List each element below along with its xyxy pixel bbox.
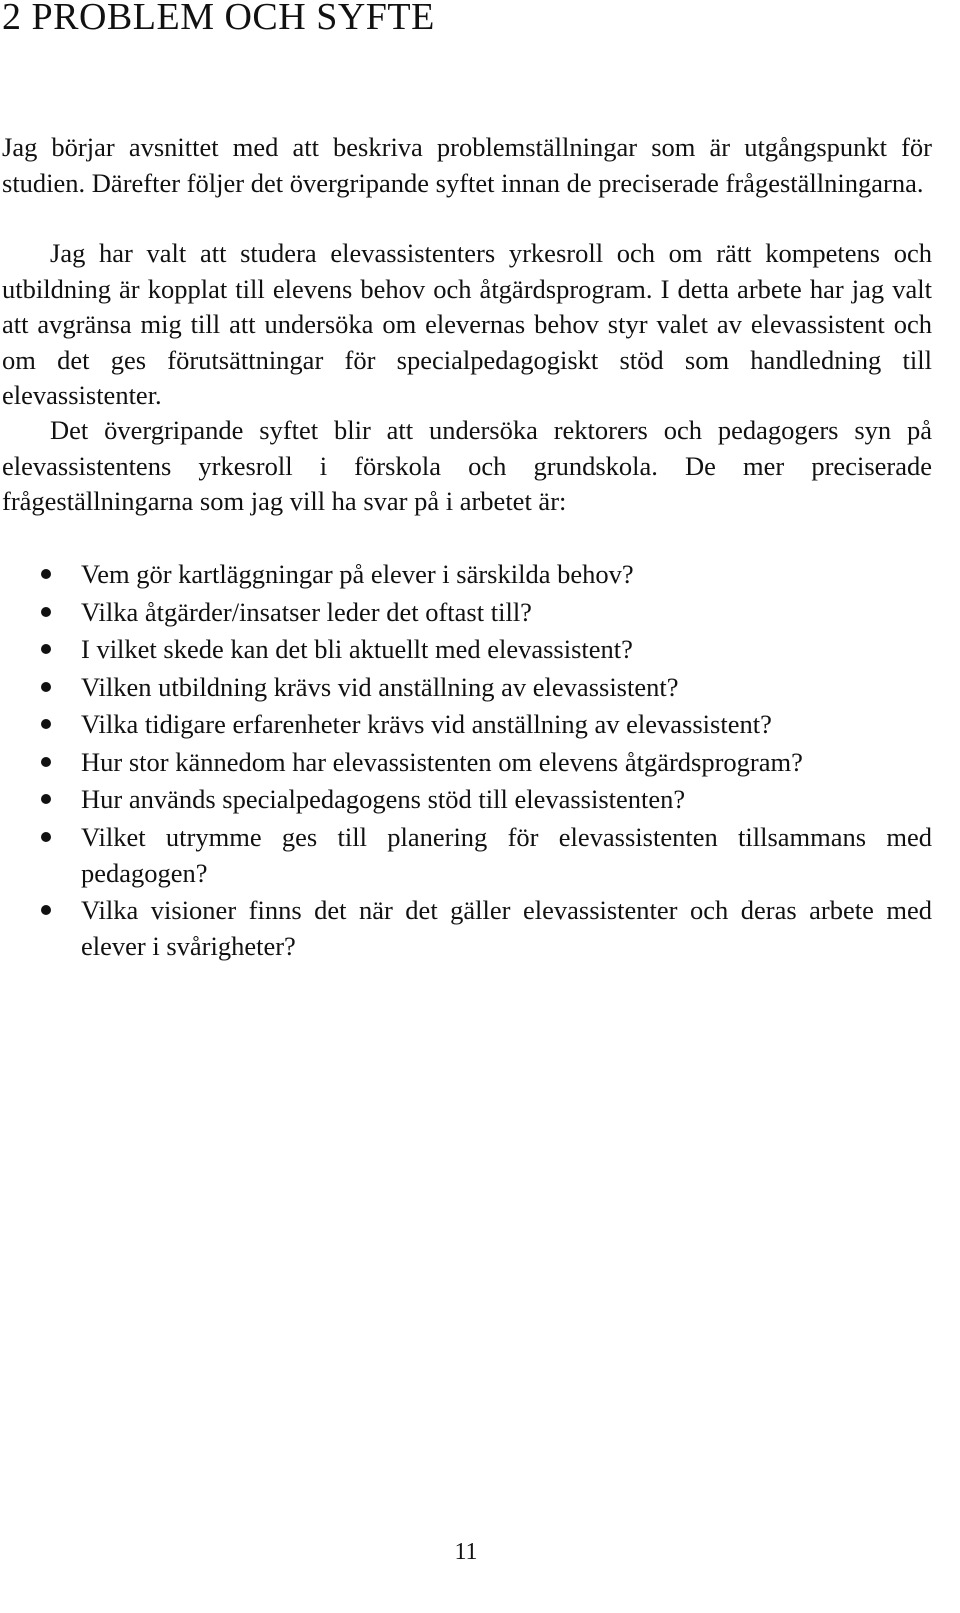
bullet-icon bbox=[41, 644, 51, 654]
page-number: 11 bbox=[454, 1539, 478, 1565]
list-item bbox=[0, 892, 932, 964]
bullet-icon bbox=[41, 607, 51, 617]
scope-paragraph: Jag har valt att studera elevassistenters yrkesroll och om rätt kompetens och utbildning är kopplat till elevens behov och åtgärdsprogram. I detta arbete har jag valt att avgränsa mig till att undersöka om elevernas behov styr valet av elevassistent och om det ges förutsättningar för specialpedagogiskt stöd som handledning till elevassistenter. bbox=[2, 238, 932, 410]
list-item bbox=[0, 556, 932, 592]
list-item bbox=[0, 744, 932, 780]
research-questions-list bbox=[0, 556, 932, 966]
question-text: Vilka tidigare erfarenheter krävs vid anställning av elevassistent? bbox=[81, 709, 772, 739]
bullet-icon bbox=[41, 905, 51, 915]
list-item bbox=[0, 819, 932, 891]
bullet-icon bbox=[41, 719, 51, 729]
intro-paragraph: Jag börjar avsnittet med att beskriva problemställningar som är utgångspunkt för studien. Därefter följer det övergripande syftet innan de preciserade frågeställningarna. bbox=[2, 132, 932, 198]
question-text: Vilka åtgärder/insatser leder det oftast till? bbox=[81, 596, 532, 627]
bullet-icon bbox=[41, 832, 51, 842]
purpose-paragraph: Det övergripande syftet blir att undersöka rektorers och pedagogers syn på elevassistentens yrkesroll i förskola och grundskola. De mer preciserade frågeställningarna som jag vill ha svar på i arbetet är: bbox=[2, 415, 932, 516]
list-item bbox=[0, 781, 932, 817]
bullet-icon bbox=[41, 794, 51, 804]
question-text: Vilken utbildning krävs vid anställning av elevassistent? bbox=[81, 671, 679, 702]
bullet-icon bbox=[41, 569, 51, 579]
question-text: Hur stor kännedom har elevassistenten om elevens åtgärdsprogram? bbox=[81, 746, 803, 777]
section-heading: 2 PROBLEM OCH SYFTE bbox=[2, 0, 435, 38]
list-item bbox=[0, 669, 932, 705]
question-text: Vilket utrymme ges till planering för elevassistenten tillsammans med pedagogen? bbox=[81, 821, 932, 888]
question-text: I vilket skede kan det bli aktuellt med elevassistent? bbox=[81, 634, 633, 664]
question-text: Vilka visioner finns det när det gäller elevassistenter och deras arbete med elever i svårigheter? bbox=[81, 895, 932, 961]
list-item bbox=[0, 594, 932, 630]
question-text: Hur används specialpedagogens stöd till elevassistenten? bbox=[81, 784, 686, 814]
list-item bbox=[0, 706, 932, 742]
bullet-icon bbox=[41, 757, 51, 767]
bullet-icon bbox=[41, 682, 51, 692]
question-text: Vem gör kartläggningar på elever i särskilda behov? bbox=[81, 559, 634, 589]
list-item bbox=[0, 631, 932, 667]
